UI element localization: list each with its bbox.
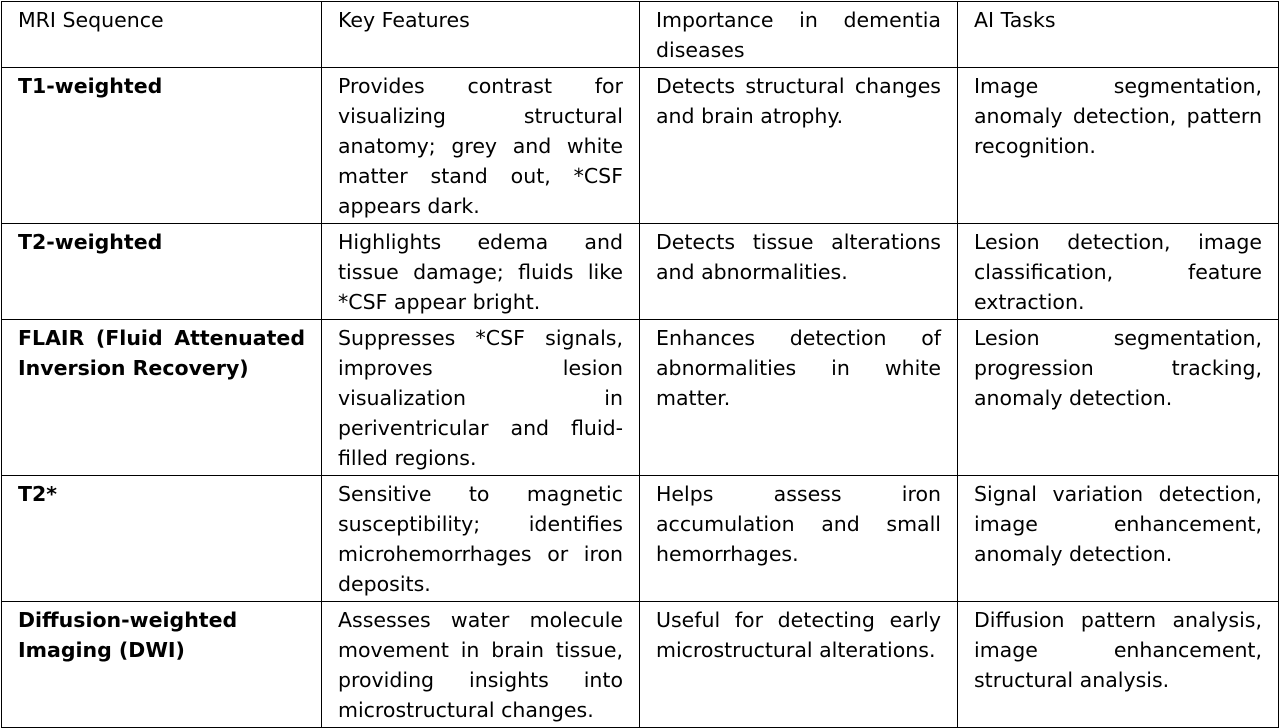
cell-sequence: T1-weighted: [2, 68, 322, 224]
cell-features: Sensitive to magnetic susceptibility; identifies microhemorrhages or iron deposits.: [322, 476, 640, 602]
table-row: [2, 224, 1279, 320]
cell-importance: Detects tissue alterations and abnormalities.: [640, 224, 958, 320]
header-importance: Importance in dementia diseases: [640, 2, 958, 68]
cell-ai-tasks: Diffusion pattern analysis, image enhancement, structural analysis.: [958, 602, 1279, 728]
cell-ai-tasks: Lesion segmentation, progression tracking, anomaly detection.: [958, 320, 1279, 476]
cell-features: Provides contrast for visualizing structural anatomy; grey and white matter stand out, *CSF appears dark.: [322, 68, 640, 224]
header-row: [2, 2, 1279, 68]
cell-importance: Detects structural changes and brain atrophy.: [640, 68, 958, 224]
cell-importance: Enhances detection of abnormalities in white matter.: [640, 320, 958, 476]
cell-ai-tasks: Signal variation detection, image enhancement, anomaly detection.: [958, 476, 1279, 602]
header-mri-sequence: MRI Sequence: [2, 2, 322, 68]
cell-importance: Useful for detecting early microstructural alterations.: [640, 602, 958, 728]
table-row: [2, 68, 1279, 224]
mri-sequence-table: [1, 1, 1279, 728]
cell-sequence: T2*: [2, 476, 322, 602]
table-row: [2, 602, 1279, 728]
table-row: [2, 476, 1279, 602]
header-ai-tasks: AI Tasks: [958, 2, 1279, 68]
cell-sequence: Diffusion-weighted Imaging (DWI): [2, 602, 322, 728]
cell-ai-tasks: Image segmentation, anomaly detection, pattern recognition.: [958, 68, 1279, 224]
cell-sequence: FLAIR (Fluid Attenuated Inversion Recovery): [2, 320, 322, 476]
cell-importance: Helps assess iron accumulation and small hemorrhages.: [640, 476, 958, 602]
cell-features: Suppresses *CSF signals, improves lesion visualization in periventricular and fluid-filled regions.: [322, 320, 640, 476]
cell-ai-tasks: Lesion detection, image classification, feature extraction.: [958, 224, 1279, 320]
table-row: [2, 320, 1279, 476]
cell-sequence: T2-weighted: [2, 224, 322, 320]
cell-features: Highlights edema and tissue damage; fluids like *CSF appear bright.: [322, 224, 640, 320]
header-key-features: Key Features: [322, 2, 640, 68]
cell-features: Assesses water molecule movement in brain tissue, providing insights into microstructural changes.: [322, 602, 640, 728]
